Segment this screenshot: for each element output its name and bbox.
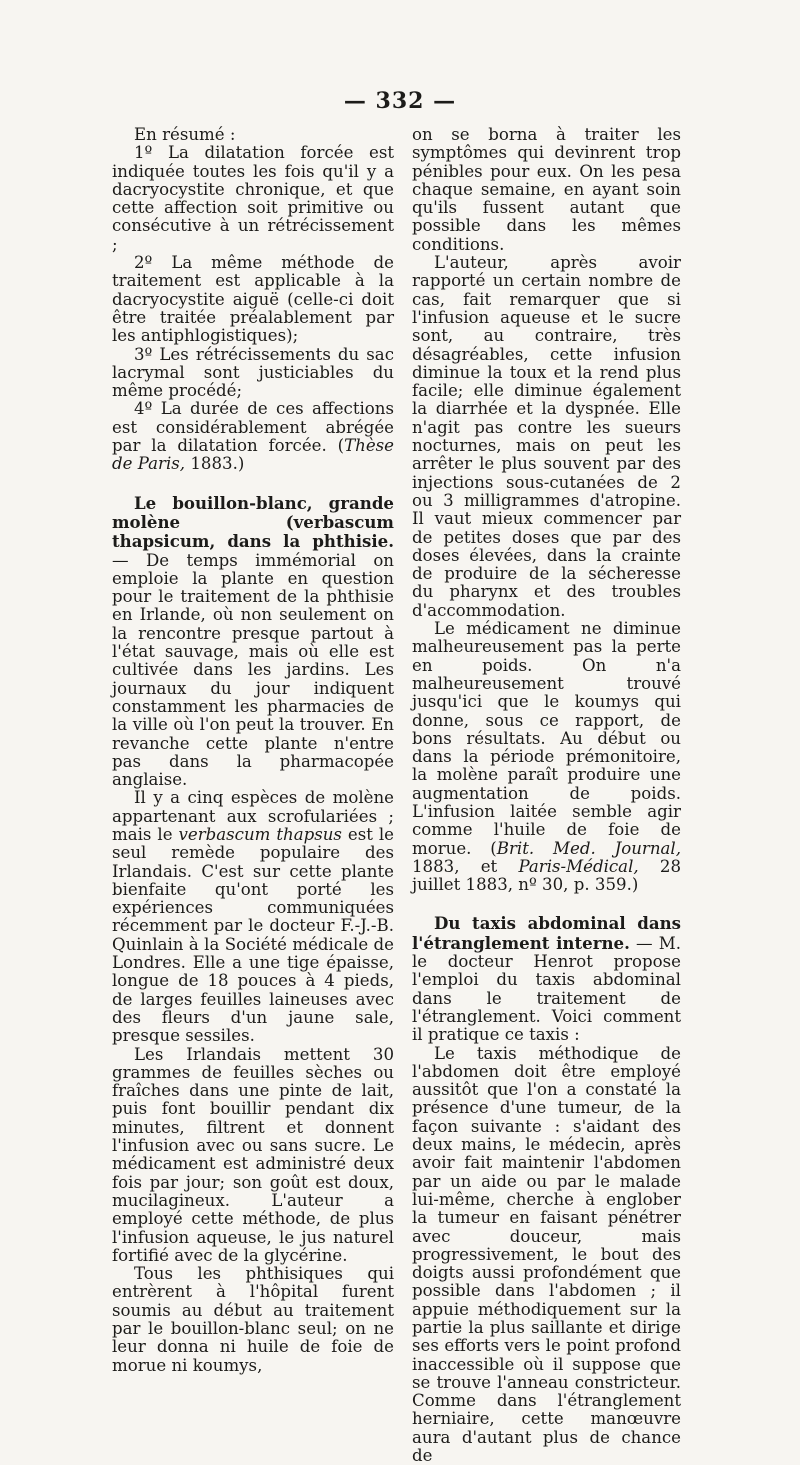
article-title: Le bouillon-blanc, grande molène (verbascum thapsicum, dans la phthisie. <box>112 492 394 552</box>
paragraph <box>112 400 394 473</box>
paragraph-text: 1883, et <box>412 856 519 876</box>
paragraph-text: est le seul remède populaire des Irlandais. C'est sur cette plante bienfaite qu'ont porté les expériences communiquées récemment par le docteur F.-J.-B. Quinlain à la Société médicale de Londres. Elle a une tige épaisse, longue de 18 pouces à 4 pieds, de larges feuilles laineuses avec des fleurs d'un jaune sale, presque sessiles. <box>112 824 394 1046</box>
paragraph: L'auteur, après avoir rapporté un certain nombre de cas, fait remarquer que si l'infusion aqueuse et le sucre sont, au contraire, très désagréables, cette infusion diminue la toux et la rend plus facile; elle diminue également la diarrhée et la dyspnée. Elle n'agit pas contre les sueurs nocturnes, mais on peut les arrêter le plus souvent par des injections sous-cutanées de 2 ou 3 milligrammes d'atropine. Il vaut mieux commencer par de petites doses que par des doses élevées, dans la crainte de produire de la sécheresse du pharynx et des troubles d'accommodation. <box>412 253 681 620</box>
citation: Brit. Med. Journal, <box>496 838 681 858</box>
paragraph-text: Il y a cinq espèces de molène appartenant aux scrofulariées ; mais le <box>112 788 394 844</box>
right-column <box>412 126 681 1465</box>
citation: Paris-Médical, <box>518 856 639 876</box>
paragraph: Tous les phthisiques qui entrèrent à l'hôpital furent soumis au début au traitement par le bouillon-blanc seul; on ne leur donna ni huile de foie de morue ni koumys, <box>112 1264 394 1375</box>
paragraph-text: Le médicament ne diminue malheureusement pas la perte en poids. On n'a malheureusement trouvé jusqu'ici que le koumys qui donne, sous ce rapport, de bons résultats. Au début ou dans la période prémonitoire, la molène paraît produire une augmentation de poids. L'infusion laitée semble agir comme l'huile de foie de morue. ( <box>412 619 681 858</box>
paragraph-text: 4º La durée de ces affections est considérablement abrégée par la dilatation forcée. ( <box>112 399 394 456</box>
paragraph: on se borna à traiter les symptômes qui devinrent trop pénibles pour eux. On les pesa chaque semaine, en ayant soin qu'ils fussent autant que possible dans les mêmes conditions. <box>412 125 681 254</box>
paragraph <box>412 620 681 894</box>
paragraph: En résumé : <box>134 125 236 144</box>
paragraph <box>112 789 394 1045</box>
latin-term: verbascum thapsus <box>178 824 342 844</box>
paragraph: Les Irlandais mettent 30 grammes de feuilles sèches ou fraîches dans une pinte de lait, puis font bouillir pendant dix minutes, filtrent et donnent l'infusion avec ou sans sucre. Le médicament est administré deux fois par jour; son goût est doux, mucilagineux. L'auteur a employé cette méthode, de plus l'infusion aqueuse, le jus naturel fortifié avec de la glycérine. <box>112 1044 394 1265</box>
article-title: Du taxis abdominal dans l'étranglement interne. <box>412 913 681 953</box>
paragraph: 2º La même méthode de traitement est applicable à la dacryocystite aiguë (celle-ci doit être traitée préalablement par les antiphlogistiques); <box>112 253 394 346</box>
paragraph: Le taxis méthodique de l'abdomen doit être employé aussitôt que l'on a constaté la présence d'une tumeur, de la façon suivante : s'aidant des deux mains, le médecin, après avoir fait maintenir l'abdomen par un aide ou par le malade lui-même, cherche à englober la tumeur en faisant pénétrer avec douceur, mais progressivement, le bout des doigts aussi profondément que possible dans l'abdomen ; il appuie méthodiquement sur la partie la plus saillante et dirige ses efforts vers le point profond inaccessible où il suppose que se trouve l'anneau constricteur. Comme dans l'étranglement herniaire, cette manœuvre aura d'autant plus de chance de <box>412 1043 681 1465</box>
article-paragraph <box>412 914 681 1044</box>
paragraph: 1º La dilatation forcée est indiquée toutes les fois qu'il y a dacryocystite chronique, et que cette affection soit primitive ou consécutive à un rétrécissement ; <box>112 143 394 254</box>
paragraph-text: 28 juillet 1883, nº 30, p. 359.) <box>412 856 682 895</box>
article-paragraph <box>112 494 394 790</box>
paragraph-text: 1883.) <box>185 454 245 474</box>
left-column <box>112 126 394 1375</box>
paragraph: 3º Les rétrécissements du sac lacrymal sont justiciables du même procédé; <box>112 344 394 401</box>
paragraph-text: — De temps immémorial on emploie la plante en question pour le traitement de la phthisie en Irlande, où non seulement on la rencontre presque partout à l'état sauvage, mais où elle est cultivée dans les jardins. Les journaux du jour indiquent constamment les pharmacies de la ville où l'on peut la trouver. En revanche cette plante n'entre pas dans la pharmacopée anglaise. <box>112 550 394 790</box>
page-number: — 332 — <box>343 88 457 114</box>
citation: Thèse de Paris, <box>112 436 394 474</box>
paragraph-text: — M. le docteur Henrot propose l'emploi du taxis abdominal dans le traitement de l'étranglement. Voici comment il pratique ce taxis : <box>412 933 681 1045</box>
